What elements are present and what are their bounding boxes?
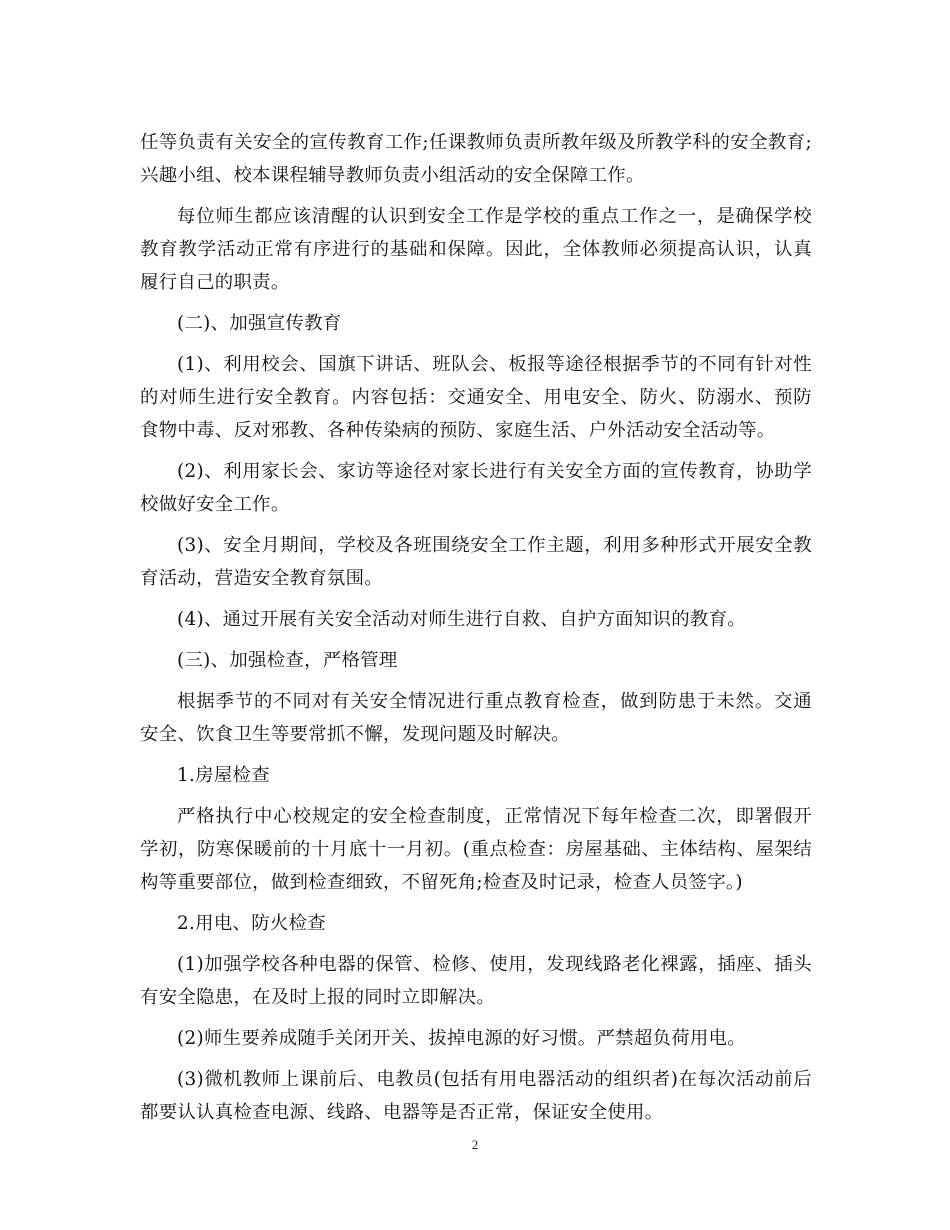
paragraph-12: (1)加强学校各种电器的保管、检修、使用，发现线路老化裸露，插座、插头有安全隐患，在及时上报的同时立即解决。 [140, 954, 812, 1008]
paragraph-3: (1)、利用校会、国旗下讲话、班队会、板报等途径根据季节的不同有针对性的对师生进行安全教育。内容包括：交通安全、用电安全、防火、防溺水、预防食物中毒、反对邪教、各种传染病的预防、家庭生活、户外活动安全活动等。 [140, 354, 812, 441]
page-number: 2 [471, 1137, 479, 1152]
paragraph-8: 根据季节的不同对有关安全情况进行重点教育检查，做到防患于未然。交通安全、饮食卫生等要常抓不懈，发现问题及时解决。 [140, 691, 812, 745]
section-heading-3: (三)、加强检查，严格管理 [177, 650, 398, 671]
page-body [140, 126, 812, 1137]
paragraph-0: 任等负责有关安全的宣传教育工作;任课教师负责所教年级及所教学科的安全教育;兴趣小组、校本课程辅导教师负责小组活动的安全保障工作。 [140, 132, 812, 186]
subheading-electric-fire-inspection: 2.用电、防火检查 [177, 913, 326, 934]
subheading-house-inspection: 1.房屋检查 [177, 765, 270, 786]
paragraph-5: (3)、安全月期间，学校及各班围绕安全工作主题，利用多种形式开展安全教育活动，营造安全教育氛围。 [140, 535, 812, 589]
paragraph-4: (2)、利用家长会、家访等途径对家长进行有关安全方面的宣传教育，协助学校做好安全工作。 [140, 461, 812, 515]
paragraph-13: (2)师生要养成随手关闭开关、拔掉电源的好习惯。严禁超负荷用电。 [177, 1028, 746, 1049]
paragraph-6: (4)、通过开展有关安全活动对师生进行自救、自护方面知识的教育。 [177, 609, 746, 630]
paragraph-14: (3)微机教师上课前后、电教员(包括有用电器活动的组织者)在每次活动前后都要认认真检查电源、线路、电器等是否正常，保证安全使用。 [140, 1069, 812, 1123]
section-heading-2: (二)、加强宣传教育 [177, 313, 342, 334]
paragraph-1: 每位师生都应该清醒的认识到安全工作是学校的重点工作之一，是确保学校教育教学活动正常有序进行的基础和保障。因此，全体教师必须提高认识，认真履行自己的职责。 [140, 206, 812, 293]
paragraph-10: 严格执行中心校规定的安全检查制度，正常情况下每年检查二次，即署假开学初，防寒保暖前的十月底十一月初。(重点检查：房屋基础、主体结构、屋架结构等重要部位，做到检查细致，不留死角;检查及时记录，检查人员签字。) [140, 806, 812, 893]
